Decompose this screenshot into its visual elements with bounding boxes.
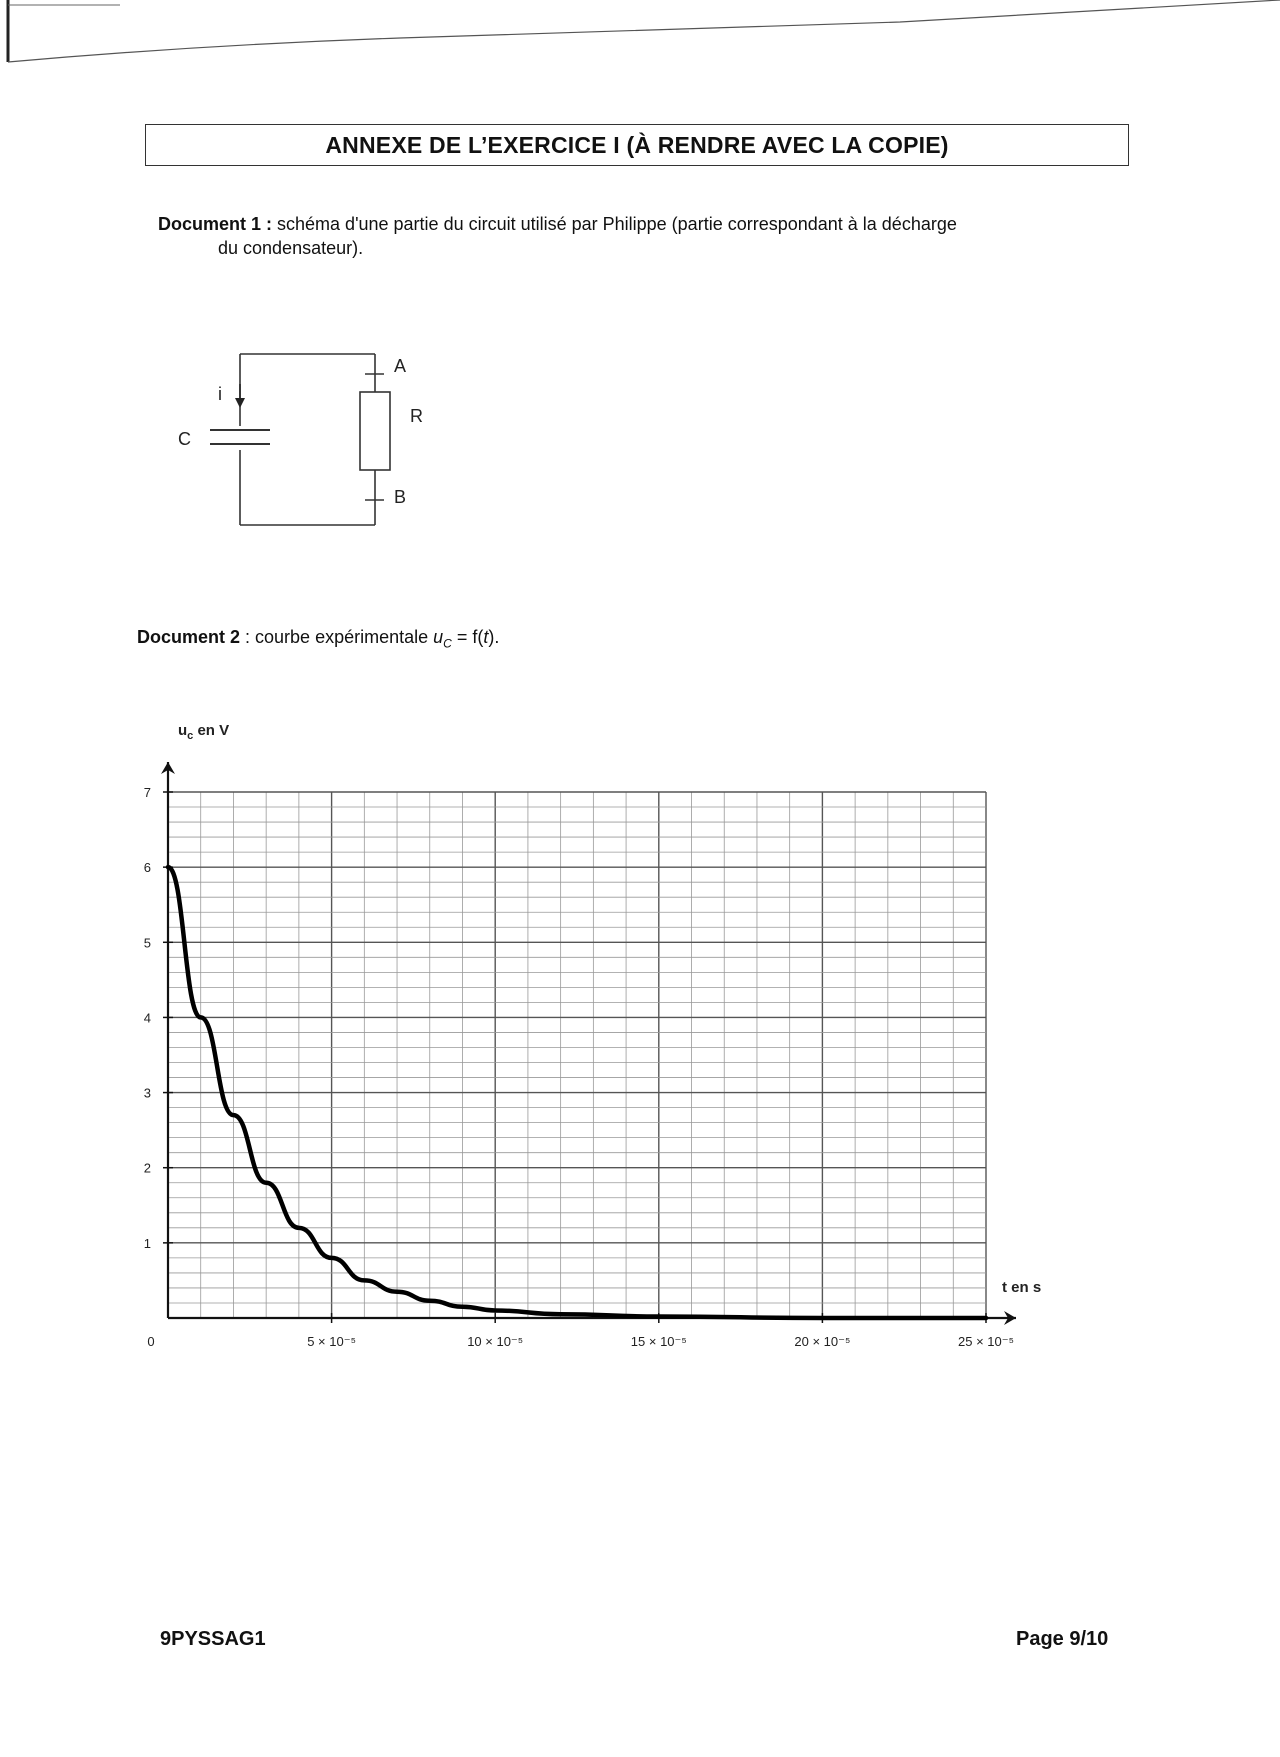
annex-title: ANNEXE DE L’EXERCICE I (À RENDRE AVEC LA COPIE): [145, 124, 1129, 166]
document2-t: t: [483, 627, 489, 647]
y-tick-label: 4: [143, 1010, 151, 1026]
document1-text: schéma d'une partie du circuit utilisé par Philippe (partie correspondant à la décharge: [277, 214, 957, 234]
document1-text-cont: du condensateur).: [218, 238, 364, 258]
x-tick-label: 20 × 10⁻⁵: [794, 1334, 851, 1349]
current-label: i: [218, 384, 222, 404]
chart-ticks: [144, 785, 1014, 1349]
y-axis-title: [178, 722, 229, 742]
y-tick-label: 7: [143, 785, 151, 800]
document2-variable: u: [433, 627, 444, 647]
y-tick-label: 1: [143, 1235, 151, 1251]
y-tick-label: 3: [143, 1085, 151, 1101]
capacitor-label: C: [178, 429, 191, 449]
chart-grid: [168, 792, 986, 1318]
x-tick-label: 5 × 10⁻⁵: [307, 1334, 356, 1349]
y-axis-title-sub: c: [187, 730, 194, 742]
y-tick-label: 2: [143, 1160, 151, 1176]
x-tick-label: 25 × 10⁻⁵: [958, 1334, 1014, 1349]
resistor-label: R: [410, 406, 423, 426]
y-axis-title-unit: en V: [193, 722, 230, 739]
x-tick-label: 15 × 10⁻⁵: [630, 1334, 687, 1349]
x-axis-title: t en s: [1002, 1279, 1042, 1296]
node-b-label: B: [394, 487, 407, 507]
document2-label: Document 2: [137, 627, 241, 647]
document2-equation: = f(: [451, 627, 484, 647]
x-tick-label: 0: [147, 1334, 155, 1349]
footer-page: Page 9/10: [1016, 1628, 1109, 1650]
y-axis-title-main: u: [178, 722, 188, 739]
footer-code: 9PYSSAG1: [160, 1628, 266, 1650]
y-tick-label: 6: [143, 860, 151, 876]
document2-end: ).: [488, 627, 500, 647]
document1-label: Document 1 :: [158, 214, 273, 234]
document2-text: : courbe expérimentale: [240, 627, 434, 647]
node-a-label: A: [394, 356, 407, 376]
y-tick-label: 5: [143, 935, 151, 951]
x-tick-label: 10 × 10⁻⁵: [467, 1334, 524, 1349]
document2-subscript: C: [443, 636, 452, 651]
